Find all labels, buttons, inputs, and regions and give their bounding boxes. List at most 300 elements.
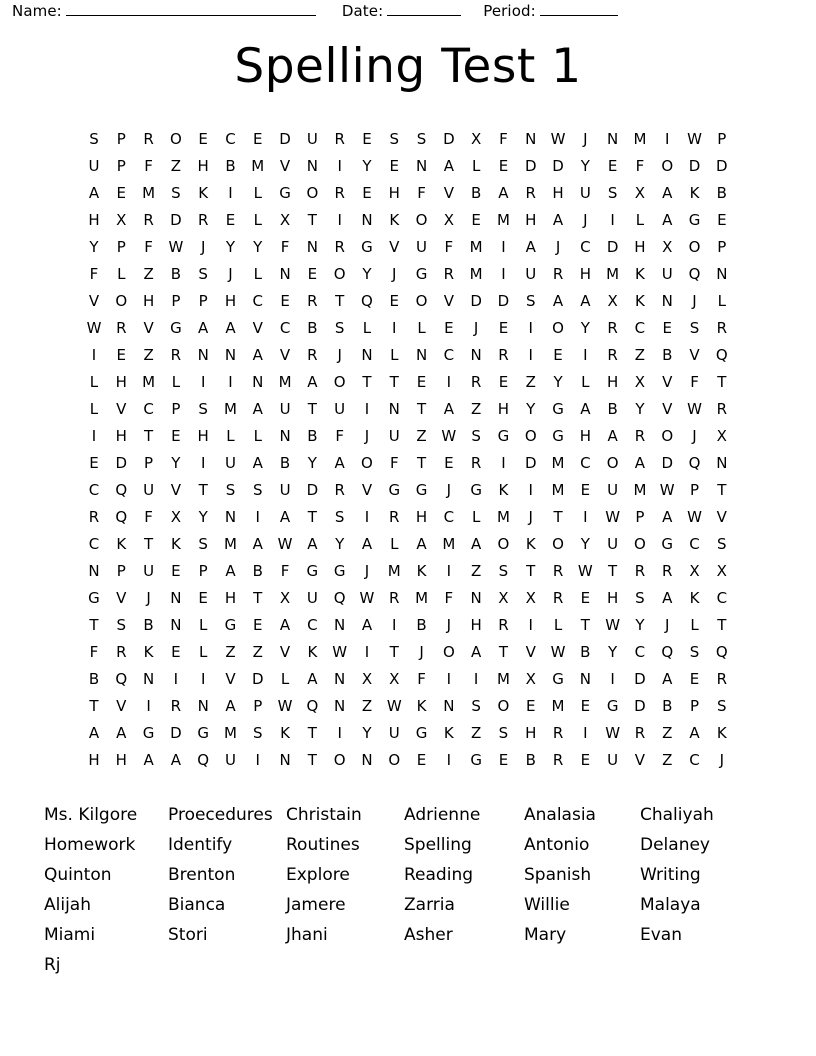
- grid-cell[interactable]: E: [116, 184, 127, 202]
- grid-cell[interactable]: I: [364, 643, 370, 661]
- grid-cell[interactable]: R: [552, 751, 564, 769]
- grid-cell[interactable]: T: [198, 481, 208, 499]
- grid-cell[interactable]: N: [88, 562, 100, 580]
- grid-cell[interactable]: W: [605, 508, 621, 526]
- grid-cell[interactable]: W: [168, 238, 184, 256]
- grid-cell[interactable]: N: [415, 346, 428, 364]
- grid-cell[interactable]: U: [306, 589, 319, 607]
- grid-cell[interactable]: L: [117, 265, 126, 283]
- grid-cell[interactable]: Y: [89, 238, 99, 256]
- word-list-item[interactable]: Jhani: [286, 925, 328, 945]
- word-list-item[interactable]: Ms. Kilgore: [44, 805, 138, 825]
- grid-cell[interactable]: Z: [662, 751, 673, 769]
- grid-cell[interactable]: E: [444, 319, 454, 337]
- grid-cell[interactable]: F: [144, 508, 154, 526]
- grid-cell[interactable]: Q: [197, 751, 210, 769]
- grid-cell[interactable]: C: [580, 454, 591, 472]
- grid-cell[interactable]: A: [580, 400, 591, 418]
- grid-cell[interactable]: A: [279, 616, 291, 634]
- grid-cell[interactable]: Q: [715, 346, 728, 364]
- grid-cell[interactable]: V: [170, 481, 182, 499]
- grid-cell[interactable]: H: [197, 427, 210, 445]
- grid-cell[interactable]: I: [528, 346, 534, 364]
- grid-cell[interactable]: T: [553, 508, 563, 526]
- word-list-item[interactable]: Christain: [286, 805, 362, 825]
- grid-cell[interactable]: A: [116, 724, 127, 742]
- grid-cell[interactable]: S: [635, 589, 645, 607]
- grid-cell[interactable]: J: [364, 562, 370, 580]
- date-input-rule[interactable]: [387, 3, 461, 16]
- grid-cell[interactable]: N: [224, 346, 237, 364]
- grid-cell[interactable]: F: [417, 670, 427, 688]
- grid-cell[interactable]: P: [253, 697, 263, 715]
- grid-cell[interactable]: S: [225, 481, 236, 499]
- grid-cell[interactable]: O: [552, 535, 565, 553]
- grid-cell[interactable]: C: [252, 292, 264, 310]
- grid-cell[interactable]: S: [89, 130, 99, 148]
- grid-cell[interactable]: Y: [580, 535, 591, 553]
- grid-cell[interactable]: I: [146, 697, 151, 715]
- grid-cell[interactable]: D: [115, 454, 128, 472]
- grid-cell[interactable]: W: [605, 616, 621, 634]
- grid-cell[interactable]: Y: [526, 400, 536, 418]
- grid-cell[interactable]: B: [662, 346, 673, 364]
- grid-cell[interactable]: N: [334, 697, 346, 715]
- grid-cell[interactable]: Q: [306, 697, 319, 715]
- grid-cell[interactable]: J: [692, 292, 697, 310]
- grid-cell[interactable]: T: [717, 373, 727, 391]
- grid-cell[interactable]: X: [634, 184, 646, 202]
- grid-cell[interactable]: I: [200, 670, 206, 688]
- grid-cell[interactable]: H: [552, 184, 564, 202]
- grid-cell[interactable]: W: [605, 724, 621, 742]
- word-search-grid[interactable]: [80, 126, 735, 774]
- grid-cell[interactable]: I: [501, 265, 506, 283]
- grid-cell[interactable]: K: [525, 535, 536, 553]
- grid-cell[interactable]: G: [361, 238, 373, 256]
- grid-cell[interactable]: M: [278, 373, 292, 391]
- grid-cell[interactable]: I: [228, 184, 233, 202]
- grid-cell[interactable]: K: [689, 589, 700, 607]
- grid-cell[interactable]: O: [361, 454, 374, 472]
- grid-cell[interactable]: N: [170, 589, 182, 607]
- grid-cell[interactable]: E: [498, 751, 509, 769]
- grid-cell[interactable]: U: [416, 238, 428, 256]
- grid-cell[interactable]: C: [689, 751, 700, 769]
- grid-cell[interactable]: O: [497, 535, 510, 553]
- grid-cell[interactable]: U: [279, 400, 291, 418]
- grid-cell[interactable]: D: [552, 157, 565, 175]
- grid-cell[interactable]: D: [279, 130, 292, 148]
- grid-cell[interactable]: G: [415, 481, 428, 499]
- grid-cell[interactable]: V: [279, 643, 291, 661]
- grid-cell[interactable]: O: [661, 427, 674, 445]
- grid-cell[interactable]: U: [224, 454, 237, 472]
- grid-cell[interactable]: H: [606, 589, 619, 607]
- grid-cell[interactable]: C: [143, 400, 155, 418]
- grid-cell[interactable]: P: [717, 238, 727, 256]
- grid-cell[interactable]: W: [332, 643, 348, 661]
- grid-cell[interactable]: K: [198, 184, 209, 202]
- grid-cell[interactable]: O: [688, 238, 701, 256]
- grid-cell[interactable]: V: [225, 670, 236, 688]
- grid-cell[interactable]: L: [89, 400, 99, 418]
- grid-cell[interactable]: M: [469, 265, 483, 283]
- grid-cell[interactable]: E: [362, 130, 372, 148]
- grid-cell[interactable]: H: [525, 724, 537, 742]
- grid-cell[interactable]: I: [173, 670, 179, 688]
- grid-cell[interactable]: O: [497, 697, 510, 715]
- grid-cell[interactable]: Z: [471, 562, 482, 580]
- word-list-item[interactable]: Explore: [286, 865, 350, 885]
- word-list-item[interactable]: Miami: [44, 925, 96, 945]
- grid-cell[interactable]: T: [389, 373, 400, 391]
- grid-cell[interactable]: V: [143, 319, 154, 337]
- grid-cell[interactable]: Y: [362, 265, 372, 283]
- grid-cell[interactable]: O: [634, 535, 647, 553]
- grid-cell[interactable]: D: [661, 454, 674, 472]
- grid-cell[interactable]: O: [606, 454, 619, 472]
- grid-cell[interactable]: L: [471, 508, 481, 526]
- grid-cell[interactable]: N: [361, 211, 373, 229]
- grid-cell[interactable]: N: [252, 373, 264, 391]
- grid-cell[interactable]: T: [416, 400, 427, 418]
- grid-cell[interactable]: U: [143, 562, 155, 580]
- grid-cell[interactable]: J: [555, 238, 561, 256]
- grid-cell[interactable]: I: [665, 130, 670, 148]
- grid-cell[interactable]: P: [717, 130, 727, 148]
- grid-cell[interactable]: J: [146, 589, 151, 607]
- grid-cell[interactable]: N: [334, 670, 346, 688]
- grid-cell[interactable]: T: [307, 400, 318, 418]
- grid-cell[interactable]: V: [443, 292, 455, 310]
- grid-cell[interactable]: G: [388, 481, 401, 499]
- grid-cell[interactable]: D: [497, 292, 510, 310]
- grid-cell[interactable]: G: [415, 724, 428, 742]
- grid-cell[interactable]: B: [170, 265, 182, 283]
- grid-cell[interactable]: D: [306, 481, 319, 499]
- grid-cell[interactable]: J: [665, 616, 670, 634]
- grid-cell[interactable]: Z: [525, 373, 537, 391]
- grid-cell[interactable]: U: [388, 427, 400, 445]
- grid-cell[interactable]: X: [525, 589, 537, 607]
- grid-cell[interactable]: I: [337, 211, 343, 229]
- grid-cell[interactable]: H: [88, 751, 100, 769]
- grid-cell[interactable]: R: [307, 346, 318, 364]
- word-list-item[interactable]: Malaya: [640, 895, 701, 915]
- grid-cell[interactable]: U: [279, 481, 291, 499]
- grid-cell[interactable]: A: [416, 535, 427, 553]
- grid-cell[interactable]: L: [362, 319, 372, 337]
- grid-cell[interactable]: S: [471, 427, 482, 445]
- grid-cell[interactable]: Y: [635, 400, 645, 418]
- grid-cell[interactable]: B: [307, 319, 318, 337]
- grid-cell[interactable]: M: [223, 724, 238, 742]
- grid-cell[interactable]: S: [198, 400, 209, 418]
- grid-cell[interactable]: Y: [362, 724, 372, 742]
- grid-cell[interactable]: C: [716, 589, 728, 607]
- grid-cell[interactable]: M: [551, 697, 565, 715]
- word-list-item[interactable]: Brenton: [168, 865, 236, 885]
- grid-cell[interactable]: H: [224, 589, 237, 607]
- grid-cell[interactable]: S: [717, 535, 727, 553]
- grid-cell[interactable]: A: [662, 211, 673, 229]
- grid-cell[interactable]: X: [471, 130, 482, 148]
- grid-cell[interactable]: E: [498, 373, 509, 391]
- grid-cell[interactable]: V: [525, 643, 537, 661]
- grid-cell[interactable]: R: [498, 346, 509, 364]
- grid-cell[interactable]: M: [387, 562, 401, 580]
- grid-cell[interactable]: J: [583, 211, 588, 229]
- grid-cell[interactable]: F: [690, 373, 700, 391]
- grid-cell[interactable]: Q: [715, 643, 728, 661]
- grid-cell[interactable]: V: [662, 400, 673, 418]
- grid-cell[interactable]: H: [88, 211, 100, 229]
- grid-cell[interactable]: E: [198, 589, 209, 607]
- grid-cell[interactable]: K: [116, 535, 127, 553]
- grid-cell[interactable]: X: [279, 211, 291, 229]
- grid-cell[interactable]: N: [197, 346, 209, 364]
- grid-cell[interactable]: C: [689, 535, 700, 553]
- grid-cell[interactable]: T: [416, 454, 427, 472]
- grid-cell[interactable]: A: [252, 454, 264, 472]
- grid-cell[interactable]: T: [89, 616, 99, 634]
- grid-cell[interactable]: G: [224, 616, 237, 634]
- grid-cell[interactable]: I: [528, 616, 534, 634]
- grid-cell[interactable]: J: [228, 265, 233, 283]
- grid-cell[interactable]: A: [689, 724, 700, 742]
- grid-cell[interactable]: H: [224, 292, 237, 310]
- grid-cell[interactable]: D: [524, 454, 537, 472]
- grid-cell[interactable]: U: [388, 724, 400, 742]
- grid-cell[interactable]: M: [442, 535, 456, 553]
- grid-cell[interactable]: F: [280, 238, 290, 256]
- grid-cell[interactable]: L: [471, 157, 481, 175]
- grid-cell[interactable]: P: [116, 157, 126, 175]
- grid-cell[interactable]: E: [171, 562, 181, 580]
- grid-cell[interactable]: D: [716, 157, 728, 175]
- grid-cell[interactable]: A: [307, 670, 318, 688]
- grid-cell[interactable]: K: [143, 643, 154, 661]
- grid-cell[interactable]: P: [198, 562, 208, 580]
- grid-cell[interactable]: V: [252, 319, 264, 337]
- grid-cell[interactable]: A: [471, 535, 482, 553]
- grid-cell[interactable]: R: [143, 130, 154, 148]
- grid-cell[interactable]: A: [225, 319, 236, 337]
- grid-cell[interactable]: X: [361, 670, 373, 688]
- grid-cell[interactable]: O: [333, 373, 346, 391]
- grid-cell[interactable]: E: [580, 589, 591, 607]
- grid-cell[interactable]: A: [252, 346, 264, 364]
- grid-cell[interactable]: H: [115, 427, 128, 445]
- grid-cell[interactable]: L: [253, 427, 263, 445]
- grid-cell[interactable]: B: [470, 184, 482, 202]
- grid-cell[interactable]: Y: [553, 373, 563, 391]
- grid-cell[interactable]: W: [277, 697, 293, 715]
- grid-cell[interactable]: I: [610, 670, 616, 688]
- grid-cell[interactable]: R: [607, 346, 619, 364]
- grid-cell[interactable]: E: [498, 319, 509, 337]
- grid-cell[interactable]: U: [143, 481, 155, 499]
- grid-cell[interactable]: U: [607, 481, 619, 499]
- grid-cell[interactable]: K: [416, 697, 427, 715]
- grid-cell[interactable]: V: [279, 346, 291, 364]
- grid-cell[interactable]: R: [716, 670, 728, 688]
- grid-cell[interactable]: O: [169, 130, 182, 148]
- grid-cell[interactable]: R: [170, 346, 182, 364]
- grid-cell[interactable]: M: [606, 265, 620, 283]
- grid-cell[interactable]: Q: [661, 643, 674, 661]
- grid-cell[interactable]: T: [89, 697, 99, 715]
- grid-cell[interactable]: I: [337, 724, 343, 742]
- grid-cell[interactable]: R: [88, 508, 100, 526]
- grid-cell[interactable]: R: [470, 373, 482, 391]
- grid-cell[interactable]: P: [116, 130, 126, 148]
- grid-cell[interactable]: O: [524, 427, 537, 445]
- grid-cell[interactable]: D: [634, 697, 646, 715]
- grid-cell[interactable]: A: [225, 697, 236, 715]
- grid-cell[interactable]: E: [253, 130, 263, 148]
- grid-cell[interactable]: F: [444, 589, 454, 607]
- grid-cell[interactable]: Y: [580, 319, 591, 337]
- grid-cell[interactable]: I: [501, 454, 506, 472]
- grid-cell[interactable]: W: [86, 319, 102, 337]
- grid-cell[interactable]: A: [552, 292, 564, 310]
- grid-cell[interactable]: R: [170, 697, 182, 715]
- grid-cell[interactable]: L: [553, 616, 563, 634]
- grid-cell[interactable]: E: [416, 373, 427, 391]
- grid-cell[interactable]: I: [364, 400, 370, 418]
- grid-cell[interactable]: X: [279, 589, 291, 607]
- grid-cell[interactable]: G: [279, 184, 292, 202]
- grid-cell[interactable]: R: [197, 211, 209, 229]
- grid-cell[interactable]: Z: [416, 427, 427, 445]
- grid-cell[interactable]: R: [607, 319, 619, 337]
- grid-cell[interactable]: V: [443, 184, 455, 202]
- grid-cell[interactable]: W: [687, 400, 703, 418]
- grid-cell[interactable]: C: [279, 319, 291, 337]
- grid-cell[interactable]: I: [583, 508, 588, 526]
- grid-cell[interactable]: A: [88, 184, 100, 202]
- grid-cell[interactable]: N: [279, 751, 291, 769]
- grid-cell[interactable]: W: [277, 535, 293, 553]
- grid-cell[interactable]: B: [416, 616, 427, 634]
- grid-cell[interactable]: T: [307, 211, 318, 229]
- grid-cell[interactable]: W: [386, 697, 402, 715]
- grid-cell[interactable]: N: [306, 157, 319, 175]
- grid-cell[interactable]: I: [364, 508, 370, 526]
- grid-cell[interactable]: P: [198, 292, 208, 310]
- grid-cell[interactable]: Y: [335, 535, 345, 553]
- grid-cell[interactable]: I: [501, 238, 506, 256]
- grid-cell[interactable]: P: [116, 562, 126, 580]
- grid-cell[interactable]: E: [717, 211, 727, 229]
- grid-cell[interactable]: A: [443, 400, 455, 418]
- grid-cell[interactable]: C: [443, 508, 455, 526]
- grid-cell[interactable]: K: [498, 481, 509, 499]
- grid-cell[interactable]: V: [662, 373, 673, 391]
- grid-cell[interactable]: T: [143, 535, 154, 553]
- grid-cell[interactable]: H: [415, 508, 428, 526]
- grid-cell[interactable]: S: [334, 319, 345, 337]
- grid-cell[interactable]: O: [333, 751, 346, 769]
- grid-cell[interactable]: Z: [662, 724, 673, 742]
- word-list-item[interactable]: Analasia: [524, 805, 596, 825]
- word-list-item[interactable]: Bianca: [168, 895, 226, 915]
- grid-cell[interactable]: B: [279, 454, 291, 472]
- grid-cell[interactable]: E: [662, 319, 673, 337]
- grid-cell[interactable]: B: [607, 400, 618, 418]
- grid-cell[interactable]: O: [388, 751, 401, 769]
- grid-cell[interactable]: T: [362, 373, 372, 391]
- grid-cell[interactable]: X: [634, 373, 646, 391]
- grid-cell[interactable]: E: [580, 751, 591, 769]
- grid-cell[interactable]: S: [253, 724, 263, 742]
- grid-cell[interactable]: D: [443, 130, 455, 148]
- grid-cell[interactable]: Q: [115, 508, 128, 526]
- grid-cell[interactable]: S: [689, 643, 700, 661]
- word-list-item[interactable]: Spelling: [404, 835, 472, 855]
- grid-cell[interactable]: K: [443, 724, 454, 742]
- word-list-item[interactable]: Jamere: [286, 895, 346, 915]
- grid-cell[interactable]: X: [689, 562, 700, 580]
- grid-cell[interactable]: A: [334, 454, 345, 472]
- grid-cell[interactable]: L: [253, 265, 263, 283]
- grid-cell[interactable]: L: [226, 427, 235, 445]
- grid-cell[interactable]: J: [419, 643, 424, 661]
- grid-cell[interactable]: G: [415, 265, 428, 283]
- grid-cell[interactable]: X: [498, 589, 509, 607]
- grid-cell[interactable]: M: [415, 589, 429, 607]
- grid-cell[interactable]: O: [415, 211, 428, 229]
- grid-cell[interactable]: A: [198, 319, 209, 337]
- word-list-item[interactable]: Proecedures: [168, 805, 273, 825]
- grid-cell[interactable]: K: [389, 211, 400, 229]
- word-list-item[interactable]: Stori: [168, 925, 208, 945]
- grid-cell[interactable]: O: [552, 319, 565, 337]
- grid-cell[interactable]: L: [690, 616, 699, 634]
- grid-cell[interactable]: G: [470, 481, 483, 499]
- grid-cell[interactable]: T: [526, 562, 536, 580]
- grid-cell[interactable]: E: [198, 130, 209, 148]
- grid-cell[interactable]: B: [143, 616, 154, 634]
- grid-cell[interactable]: M: [469, 238, 483, 256]
- grid-cell[interactable]: K: [635, 265, 646, 283]
- grid-cell[interactable]: E: [171, 643, 181, 661]
- grid-cell[interactable]: I: [200, 454, 206, 472]
- grid-cell[interactable]: T: [307, 751, 318, 769]
- grid-cell[interactable]: L: [253, 211, 263, 229]
- grid-cell[interactable]: Z: [634, 346, 646, 364]
- grid-cell[interactable]: L: [89, 373, 99, 391]
- grid-cell[interactable]: S: [607, 184, 618, 202]
- word-list-item[interactable]: Alijah: [44, 895, 91, 915]
- grid-cell[interactable]: E: [580, 697, 591, 715]
- grid-cell[interactable]: G: [170, 319, 182, 337]
- grid-cell[interactable]: M: [496, 211, 511, 229]
- grid-cell[interactable]: W: [687, 130, 703, 148]
- grid-cell[interactable]: T: [307, 508, 318, 526]
- grid-cell[interactable]: G: [333, 562, 346, 580]
- grid-cell[interactable]: G: [470, 751, 483, 769]
- grid-cell[interactable]: K: [416, 562, 427, 580]
- grid-cell[interactable]: P: [171, 400, 181, 418]
- grid-cell[interactable]: L: [390, 346, 399, 364]
- grid-cell[interactable]: N: [224, 508, 237, 526]
- grid-cell[interactable]: K: [689, 184, 700, 202]
- grid-cell[interactable]: B: [225, 157, 236, 175]
- grid-cell[interactable]: A: [307, 373, 318, 391]
